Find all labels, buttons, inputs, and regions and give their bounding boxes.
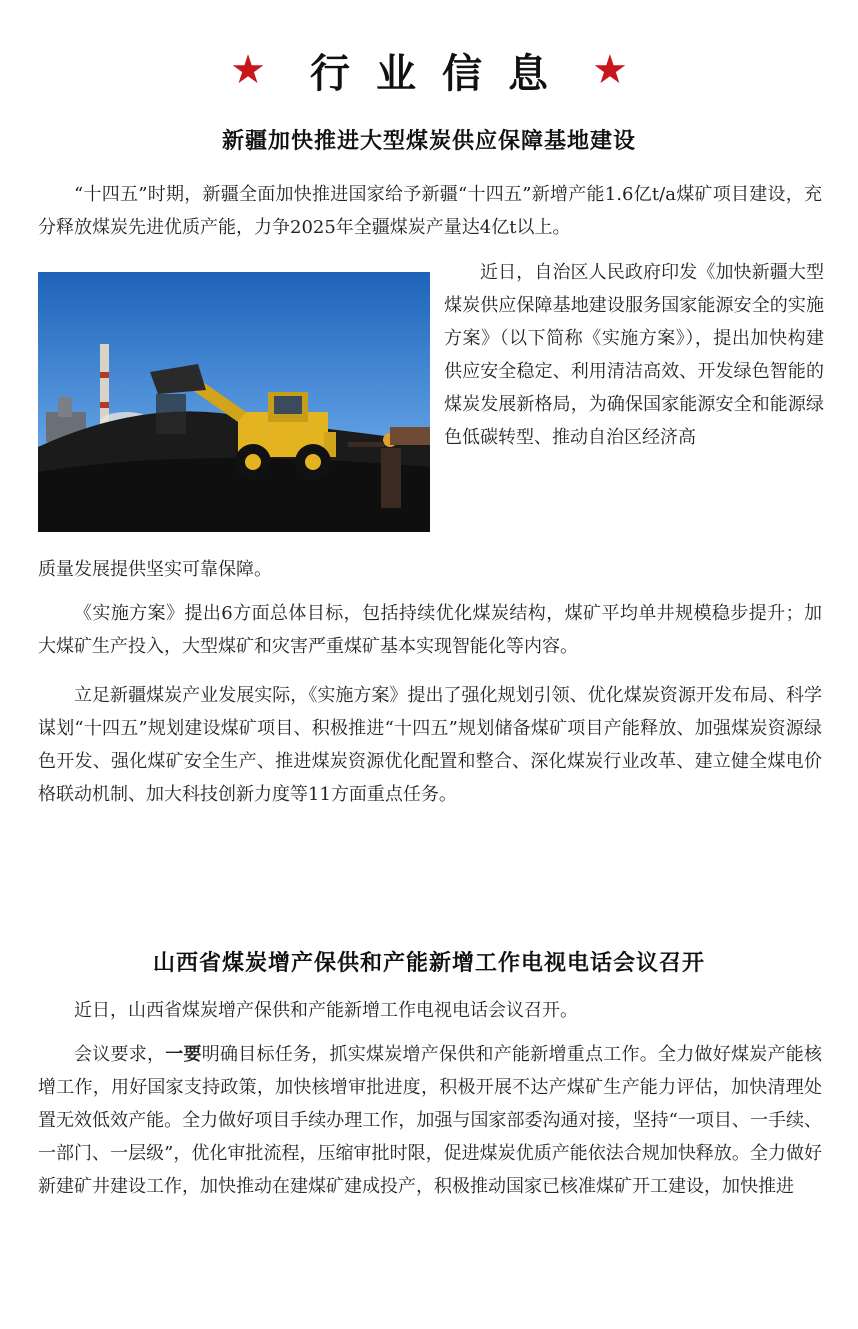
article2-paragraph-2	[38, 1038, 822, 1203]
article2-p2-bold: 一要	[165, 1044, 202, 1065]
article2-p2-rest: 明确目标任务，抓实煤炭增产保供和产能新增重点工作。全力做好煤炭产能核增工作，用好国家支持政策，加快核增审批进度，积极开展不达产煤矿生产能力评估，加快清理处置无效低效产能。全力做好项目手续办理工作，加强与国家部委沟通对接，坚持“一项目、一手续、一部门、一层级”，优化审批流程，压缩审批时限，促进煤炭优质产能依法合规加快释放。全力做好新建矿井建设工作，加快推动在建煤矿建成投产，积极推动国家已核准煤矿开工建设，加快推进	[38, 1044, 822, 1197]
section-title: 行业信息	[310, 50, 574, 97]
section-header	[0, 40, 858, 100]
left-star-icon: ★	[230, 47, 266, 93]
article2-paragraph-1: 近日，山西省煤炭增产保供和产能新增工作电视电话会议召开。	[74, 1000, 578, 1021]
article1-headline: 新疆加快推进大型煤炭供应保障基地建设	[221, 129, 636, 154]
article1-paragraph-2-tail: 质量发展提供坚实可靠保障。	[38, 559, 272, 580]
article1-paragraph-4: 立足新疆煤炭产业发展实际，《实施方案》提出了强化规划引领、优化煤炭资源开发布局、科学谋划“十四五”规划建设煤矿项目、积极推进“十四五”规划储备煤矿项目产能释放、加强煤炭资源绿色开发、强化煤矿安全生产、推进煤炭资源优化配置和整合、深化煤炭行业改革、建立健全煤电价格联动机制、加大科技创新力度等11方面重点任务。	[38, 685, 822, 805]
article2-p2-lead: 会议要求，	[74, 1044, 166, 1065]
coal-loader-photo	[38, 272, 430, 532]
right-star-icon: ★	[592, 47, 628, 93]
article1-paragraph-2-wrap: 近日，自治区人民政府印发《加快新疆大型煤炭供应保障基地建设服务国家能源安全的实施方案》（以下简称《实施方案》），提出加快构建供应安全稳定、利用清洁高效、开发绿色智能的煤炭发展新格局，为确保国家能源安全和能源绿色低碳转型、推动自治区经济高	[444, 262, 824, 448]
article1-paragraph-3: 《实施方案》提出6方面总体目标，包括持续优化煤炭结构，煤矿平均单井规模稳步提升；加大煤矿生产投入，大型煤矿和灾害严重煤矿基本实现智能化等内容。	[38, 603, 822, 657]
article2-headline: 山西省煤炭增产保供和产能新增工作电视电话会议召开	[152, 951, 705, 976]
article1-paragraph-1: “十四五”时期，新疆全面加快推进国家给予新疆“十四五”新增产能1.6亿t/a煤矿项目建设，充分释放煤炭先进优质产能，力争2025年全疆煤炭产量达4亿t以上。	[38, 184, 822, 238]
